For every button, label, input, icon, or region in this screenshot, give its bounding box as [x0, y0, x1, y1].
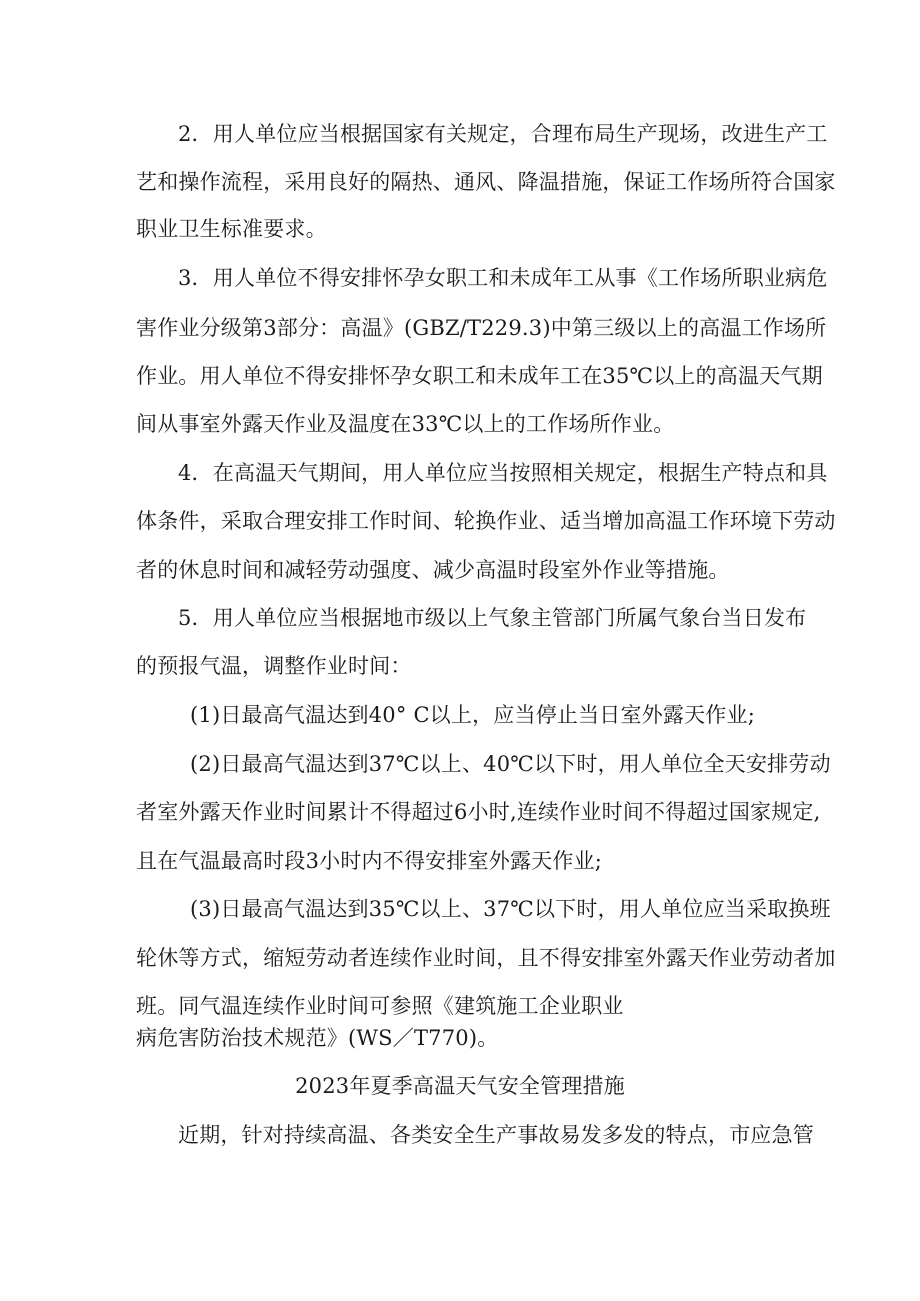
- item-3-line-3: 班。同气温连续作业时间可参照《建筑施工企业职业: [136, 994, 624, 1018]
- paragraph-2-line-3: 职业卫生标准要求。: [136, 217, 327, 241]
- paragraph-3-line-4: 间从事室外露天作业及温度在33℃以上的工作场所作业。: [136, 412, 675, 436]
- section-title: 2023年夏季高温天气安全管理措施: [295, 1074, 625, 1098]
- item-2-line-2: 者室外露天作业时间累计不得超过6小时,连续作业时间不得超过国家规定,: [136, 800, 821, 824]
- intro-paragraph-line-1: 近期，针对持续高温、各类安全生产事故易发多发的特点，市应急管: [178, 1123, 814, 1147]
- paragraph-2-line-1: 2．用人单位应当根据国家有关规定，合理布局生产现场，改进生产工: [178, 122, 828, 146]
- paragraph-3-line-2: 害作业分级第3部分：高温》(GBZ/T229.3)中第三级以上的高温工作场所: [136, 316, 827, 340]
- paragraph-5-line-2: 的预报气温，调整作业时间：: [136, 654, 412, 678]
- paragraph-4-line-3: 者的休息时间和减轻劳动强度、减少高温时段室外作业等措施。: [136, 558, 730, 582]
- paragraph-4-line-2: 体条件，采取合理安排工作时间、轮换作业、适当增加高温工作环境下劳动: [136, 509, 836, 533]
- item-2-line-1: (2)日最高气温达到37℃以上、40℃以下时，用人单位全天安排劳动: [190, 752, 831, 776]
- paragraph-5-line-1: 5．用人单位应当根据地市级以上气象主管部门所属气象台当日发布: [178, 606, 807, 630]
- item-3-line-2: 轮休等方式，缩短劳动者连续作业时间，且不得安排室外露天作业劳动者加: [136, 946, 836, 970]
- item-1-line-1: (1)日最高气温达到40° C以上，应当停止当日室外露天作业;: [190, 703, 755, 727]
- item-3-line-4: 病危害防治技术规范》(WS／T770)。: [136, 1026, 499, 1050]
- paragraph-3-line-3: 作业。用人单位不得安排怀孕女职工和未成年工在35℃以上的高温天气期: [136, 364, 823, 388]
- paragraph-4-line-1: 4．在高温天气期间，用人单位应当按照相关规定，根据生产特点和具: [178, 461, 828, 485]
- item-2-line-3: 且在气温最高时段3小时内不得安排室外露天作业;: [136, 849, 603, 873]
- paragraph-2-line-2: 艺和操作流程，采用良好的隔热、通风、降温措施，保证工作场所符合国家: [136, 170, 836, 194]
- paragraph-3-line-1: 3．用人单位不得安排怀孕女职工和未成年工从事《工作场所职业病危: [178, 266, 828, 290]
- item-3-line-1: (3)日最高气温达到35℃以上、37℃以下时，用人单位应当采取换班: [190, 897, 831, 921]
